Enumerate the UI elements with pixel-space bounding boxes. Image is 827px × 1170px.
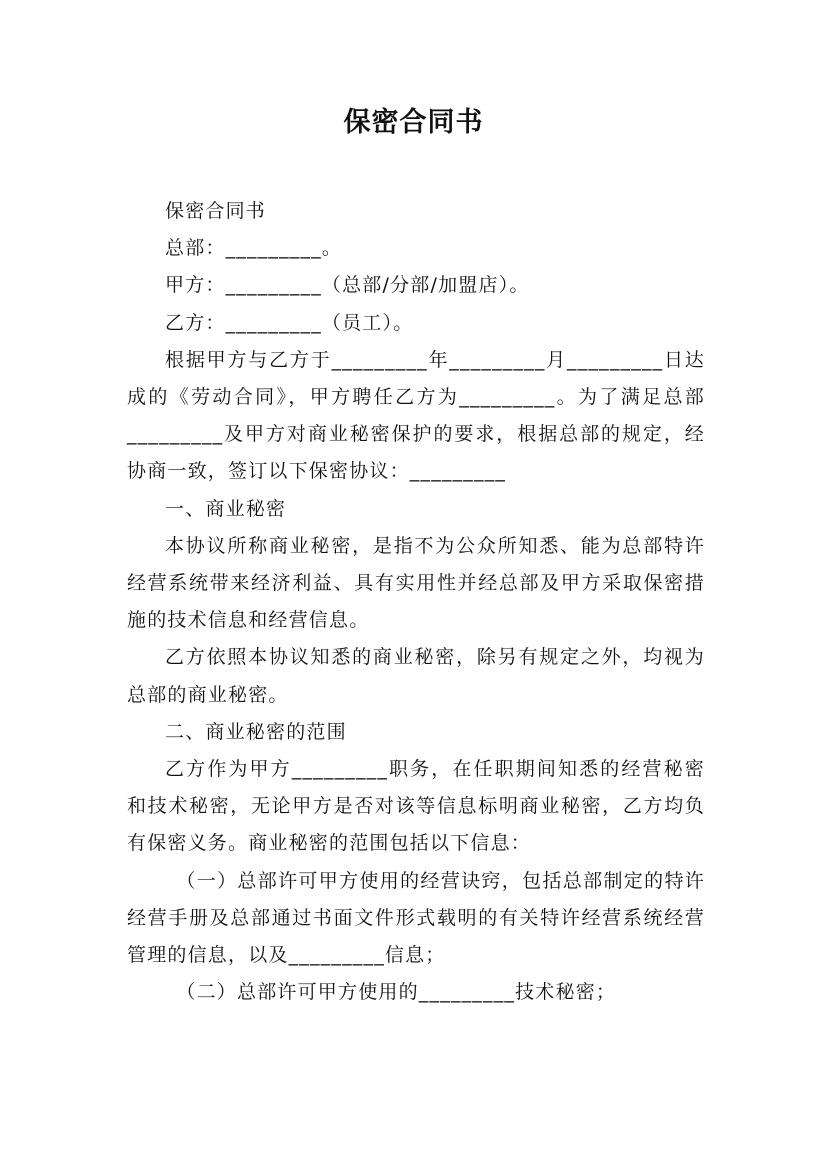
list-item: （二）总部许可甲方使用的_________技术秘密； [176, 981, 617, 1004]
section-heading: 一、商业秘密 [165, 497, 287, 520]
list-item: （一）总部许可甲方使用的经营诀窍，包括总部制定的特许经营手册及总部通过书面文件形式载明的有关特许经营系统经营管理的信息，以及_________信息； [127, 869, 705, 967]
preamble-paragraph: 根据甲方与乙方于_________年_________月_________日达成的《劳动合同》，甲方聘任乙方为_________。为了满足总部_________及甲方对商业秘密保护的要求，根据总部的规定，经协商一致，签订以下保密协议：_________ [127, 348, 705, 483]
document-body [127, 193, 705, 1011]
subtitle-paragraph: 保密合同书 [165, 200, 267, 222]
section-heading: 二、商业秘密的范围 [165, 720, 347, 743]
body-paragraph: 乙方作为甲方_________职务，在任职期间知悉的经营秘密和技术秘密，无论甲方是否对该等信息标明商业秘密，乙方均负有保密义务。商业秘密的范围包括以下信息： [127, 758, 705, 855]
party-a-line: 甲方：_________（总部/分部/加盟店）。 [165, 274, 530, 297]
party-hq-line: 总部：_________。 [165, 237, 343, 260]
body-paragraph: 本协议所称商业秘密，是指不为公众所知悉、能为总部特许经营系统带来经济利益、具有实用性并经总部及甲方采取保密措施的技术信息和经营信息。 [127, 534, 705, 632]
document-title: 保密合同书 [343, 107, 484, 138]
body-paragraph: 乙方依照本协议知悉的商业秘密，除另有规定之外，均视为总部的商业秘密。 [127, 646, 705, 706]
party-b-line: 乙方：_________（员工）。 [165, 311, 414, 334]
